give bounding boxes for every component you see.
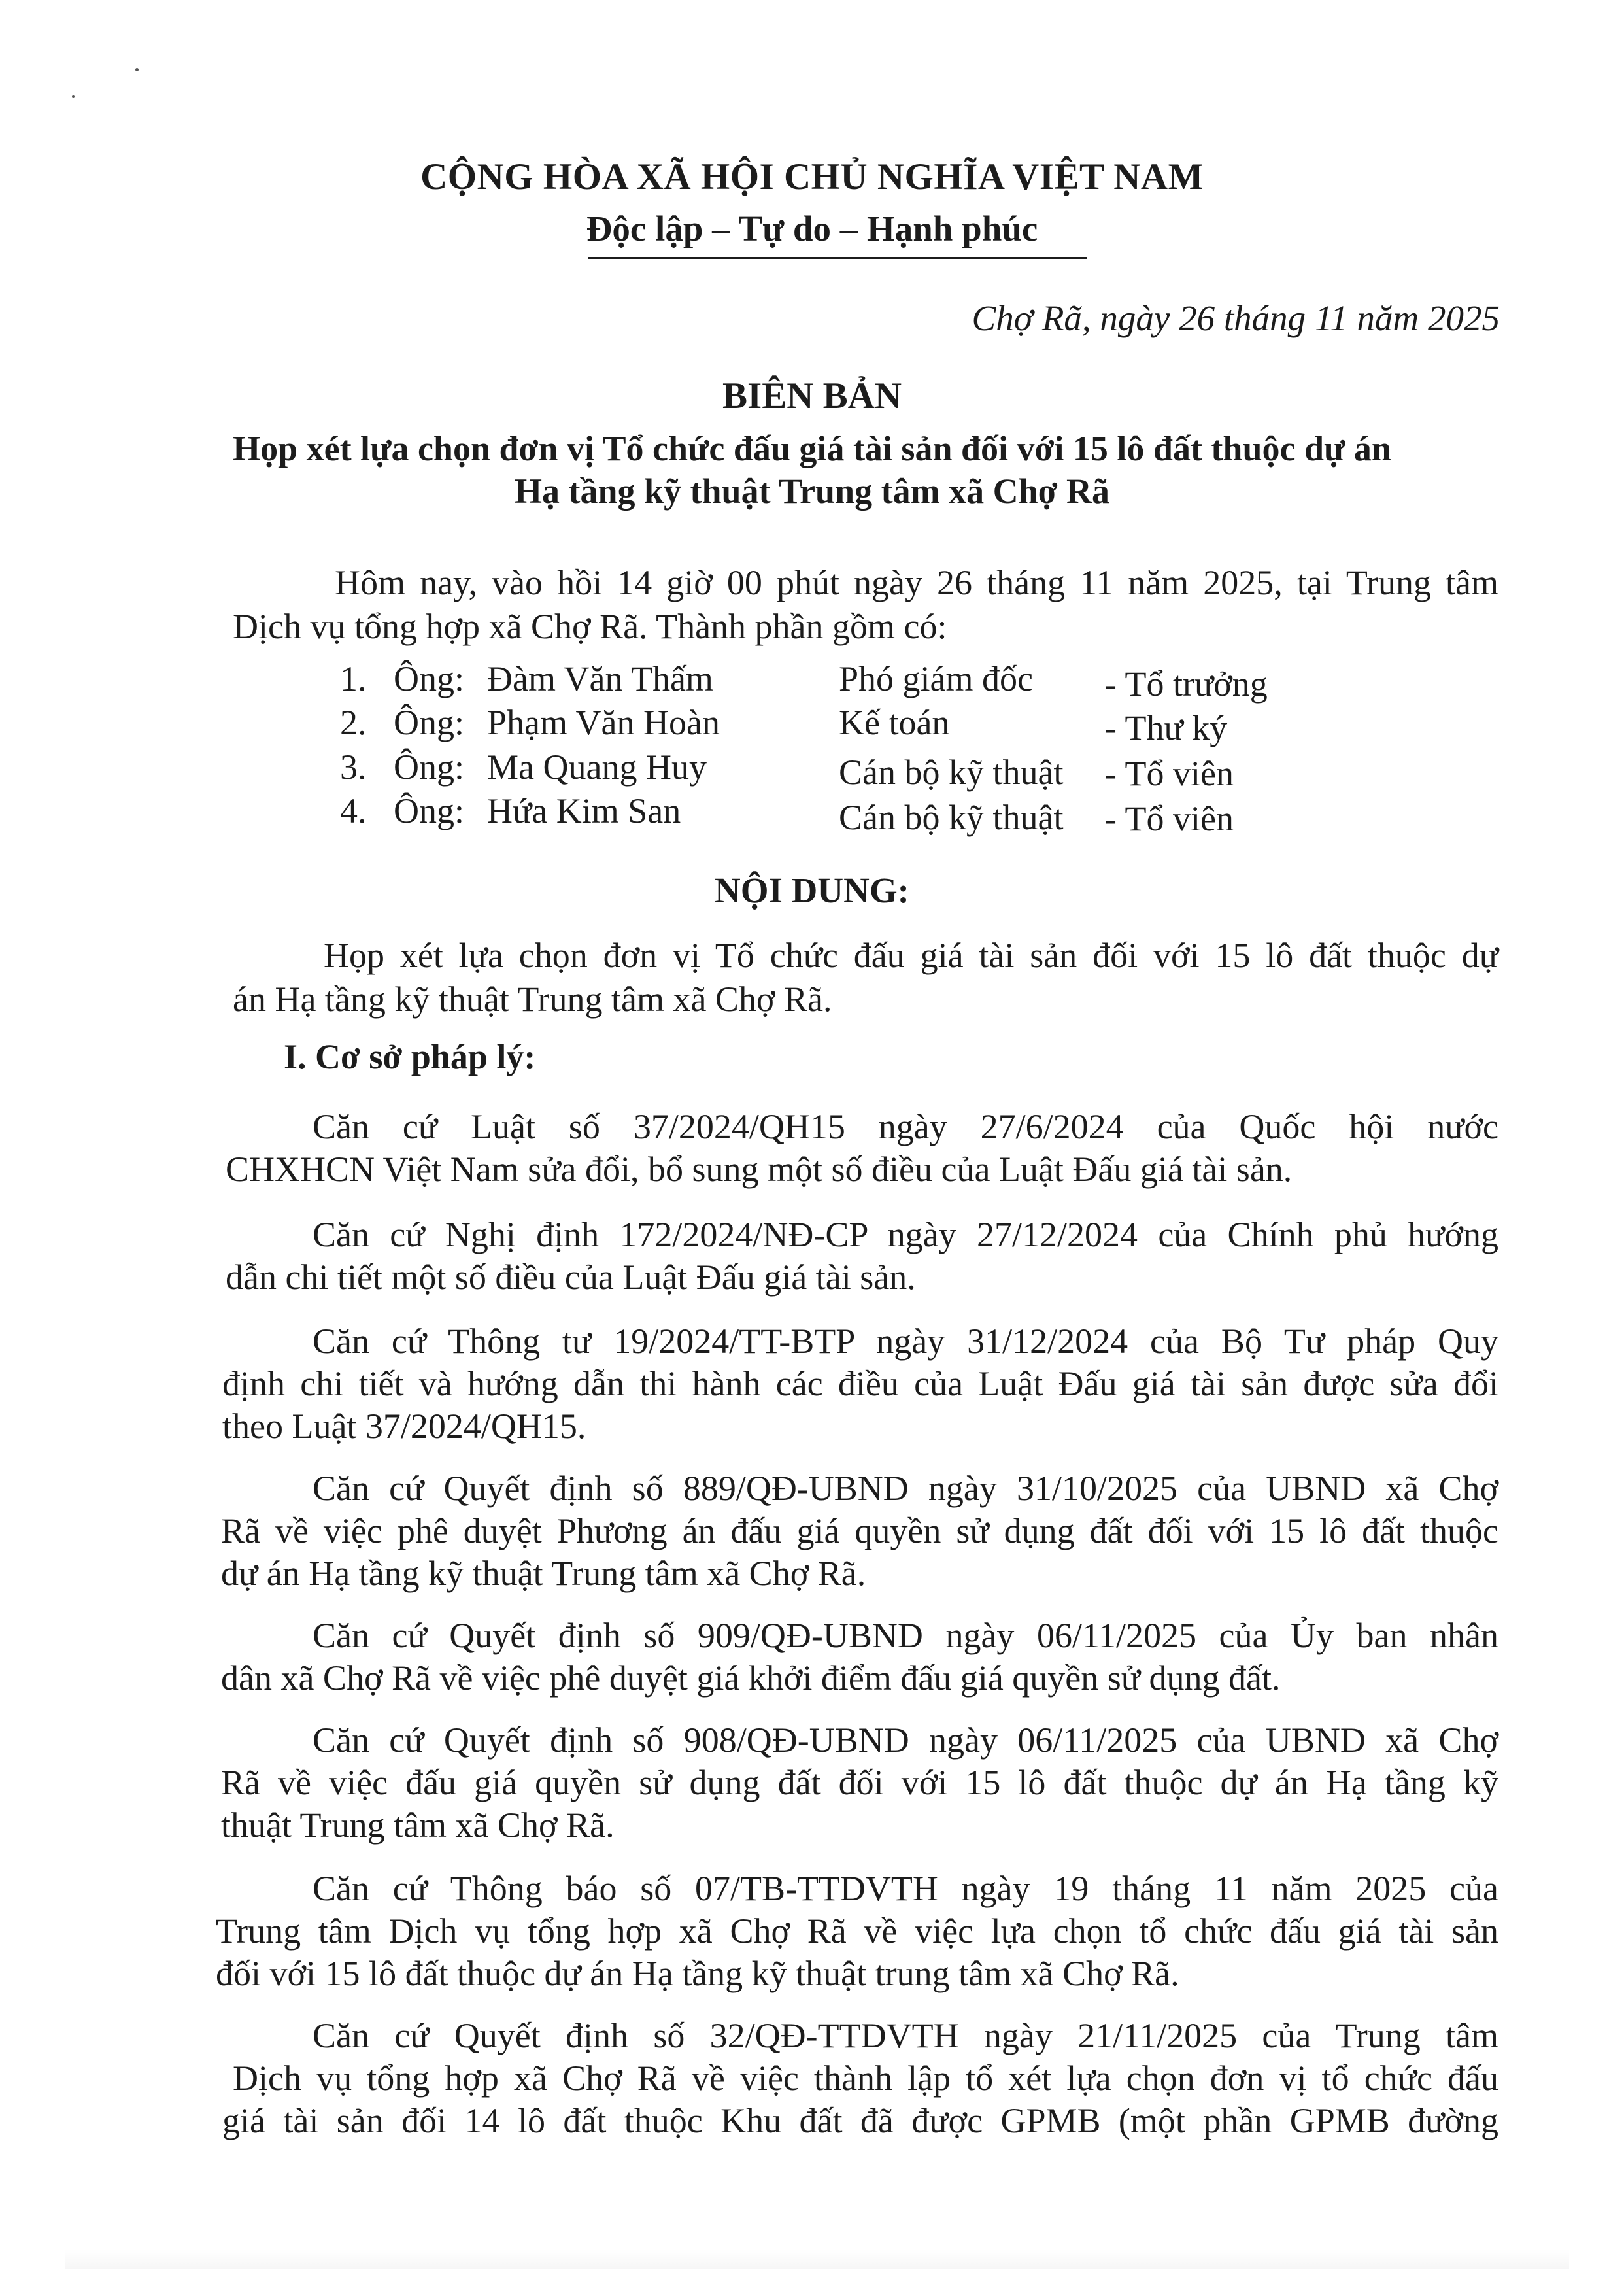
scan-edge-shadow — [65, 2249, 1569, 2269]
content-line: Họp xét lựa chọn đơn vị Tổ chức đấu giá tài sản đối với 15 lô đất thuộc dự — [324, 936, 1498, 975]
legal-basis-line: Căn cứ Quyết định số 889/QĐ-UBND ngày 31/10/2025 của UBND xã Chợ — [313, 1469, 1498, 1508]
legal-basis-line: dân xã Chợ Rã về việc phê duyệt giá khởi điểm đấu giá quyền sử dụng đất. — [221, 1658, 1281, 1698]
member-number: 3. — [340, 747, 367, 787]
legal-basis-line: Trung tâm Dịch vụ tổng hợp xã Chợ Rã về việc lựa chọn tổ chức đấu giá tài sản — [216, 1911, 1498, 1951]
legal-basis-line: theo Luật 37/2024/QH15. — [222, 1407, 586, 1446]
member-role: - Tổ viên — [1105, 799, 1234, 838]
member-title: Ông: — [394, 659, 464, 698]
document-subtitle-line: Hạ tầng kỹ thuật Trung tâm xã Chợ Rã — [514, 471, 1110, 511]
document-title: BIÊN BẢN — [722, 375, 902, 417]
legal-basis-line: Dịch vụ tổng hợp xã Chợ Rã về việc thành lập tổ xét lựa chọn đơn vị tổ chức đấu — [233, 2059, 1498, 2098]
legal-basis-line: thuật Trung tâm xã Chợ Rã. — [221, 1805, 615, 1845]
legal-basis-line: CHXHCN Việt Nam sửa đổi, bổ sung một số điều của Luật Đấu giá tài sản. — [226, 1150, 1293, 1189]
national-title: CỘNG HÒA XÃ HỘI CHỦ NGHĨA VIỆT NAM — [420, 156, 1204, 197]
member-position: Cán bộ kỹ thuật — [839, 753, 1064, 792]
member-position: Cán bộ kỹ thuật — [839, 798, 1064, 837]
legal-basis-heading: I. Cơ sở pháp lý: — [284, 1037, 536, 1076]
document-subtitle-line: Họp xét lựa chọn đơn vị Tổ chức đấu giá tài sản đối với 15 lô đất thuộc dự án — [233, 429, 1391, 468]
member-row — [0, 745, 1624, 793]
member-number: 1. — [340, 659, 367, 698]
member-title: Ông: — [394, 791, 464, 830]
member-name: Hứa Kim San — [487, 791, 681, 830]
content-line: án Hạ tầng kỹ thuật Trung tâm xã Chợ Rã. — [233, 980, 832, 1019]
member-name: Phạm Văn Hoàn — [487, 703, 720, 742]
legal-basis-line: Căn cứ Nghị định 172/2024/NĐ-CP ngày 27/12/2024 của Chính phủ hướng — [313, 1215, 1498, 1254]
scan-speck — [72, 95, 75, 98]
member-role: - Thư ký — [1105, 708, 1228, 747]
legal-basis-line: giá tài sản đối 14 lô đất thuộc Khu đất đã được GPMB (một phần GPMB đường — [222, 2101, 1498, 2140]
member-title: Ông: — [394, 747, 464, 787]
member-name: Ma Quang Huy — [487, 747, 707, 787]
intro-line: Hôm nay, vào hồi 14 giờ 00 phút ngày 26 tháng 11 năm 2025, tại Trung tâm — [335, 563, 1498, 602]
legal-basis-line: Rã về việc đấu giá quyền sử dụng đất đối với 15 lô đất thuộc dự án Hạ tầng kỹ — [221, 1763, 1498, 1802]
national-motto: Độc lập – Tự do – Hạnh phúc — [586, 209, 1038, 248]
legal-basis-line: Căn cứ Luật số 37/2024/QH15 ngày 27/6/2024 của Quốc hội nước — [313, 1107, 1498, 1146]
legal-basis-line: dẫn chi tiết một số điều của Luật Đấu giá tài sản. — [226, 1257, 916, 1297]
legal-basis-line: đối với 15 lô đất thuộc dự án Hạ tầng kỹ thuật trung tâm xã Chợ Rã. — [216, 1954, 1179, 1993]
member-number: 2. — [340, 703, 367, 742]
content-heading: NỘI DUNG: — [715, 870, 909, 910]
motto-underline — [588, 257, 1087, 259]
member-position: Phó giám đốc — [839, 659, 1033, 698]
member-role: - Tổ trưởng — [1105, 664, 1268, 704]
legal-basis-line: dự án Hạ tầng kỹ thuật Trung tâm xã Chợ Rã. — [221, 1554, 866, 1593]
member-role: - Tổ viên — [1105, 754, 1234, 793]
intro-line: Dịch vụ tổng hợp xã Chợ Rã. Thành phần gồm có: — [233, 607, 947, 646]
place-date: Chợ Rã, ngày 26 tháng 11 năm 2025 — [972, 298, 1500, 338]
member-row — [0, 657, 1624, 704]
member-row — [0, 701, 1624, 747]
member-row — [0, 789, 1624, 838]
legal-basis-line: định chi tiết và hướng dẫn thi hành các điều của Luật Đấu giá tài sản được sửa đổi — [222, 1364, 1498, 1403]
legal-basis-line: Căn cứ Thông tư 19/2024/TT-BTP ngày 31/12/2024 của Bộ Tư pháp Quy — [313, 1322, 1498, 1361]
legal-basis-line: Rã về việc phê duyệt Phương án đấu giá quyền sử dụng đất đối với 15 lô đất thuộc — [221, 1511, 1498, 1550]
legal-basis-line: Căn cứ Quyết định số 908/QĐ-UBND ngày 06/11/2025 của UBND xã Chợ — [313, 1720, 1498, 1760]
member-title: Ông: — [394, 703, 464, 742]
scan-speck — [135, 68, 139, 71]
member-position: Kế toán — [839, 703, 950, 742]
member-number: 4. — [340, 791, 367, 830]
legal-basis-line: Căn cứ Quyết định số 909/QĐ-UBND ngày 06/11/2025 của Ủy ban nhân — [313, 1616, 1498, 1655]
member-name: Đàm Văn Thấm — [487, 659, 713, 698]
legal-basis-line: Căn cứ Quyết định số 32/QĐ-TTDVTH ngày 21/11/2025 của Trung tâm — [313, 2016, 1498, 2055]
legal-basis-line: Căn cứ Thông báo số 07/TB-TTDVTH ngày 19 tháng 11 năm 2025 của — [313, 1869, 1498, 1908]
